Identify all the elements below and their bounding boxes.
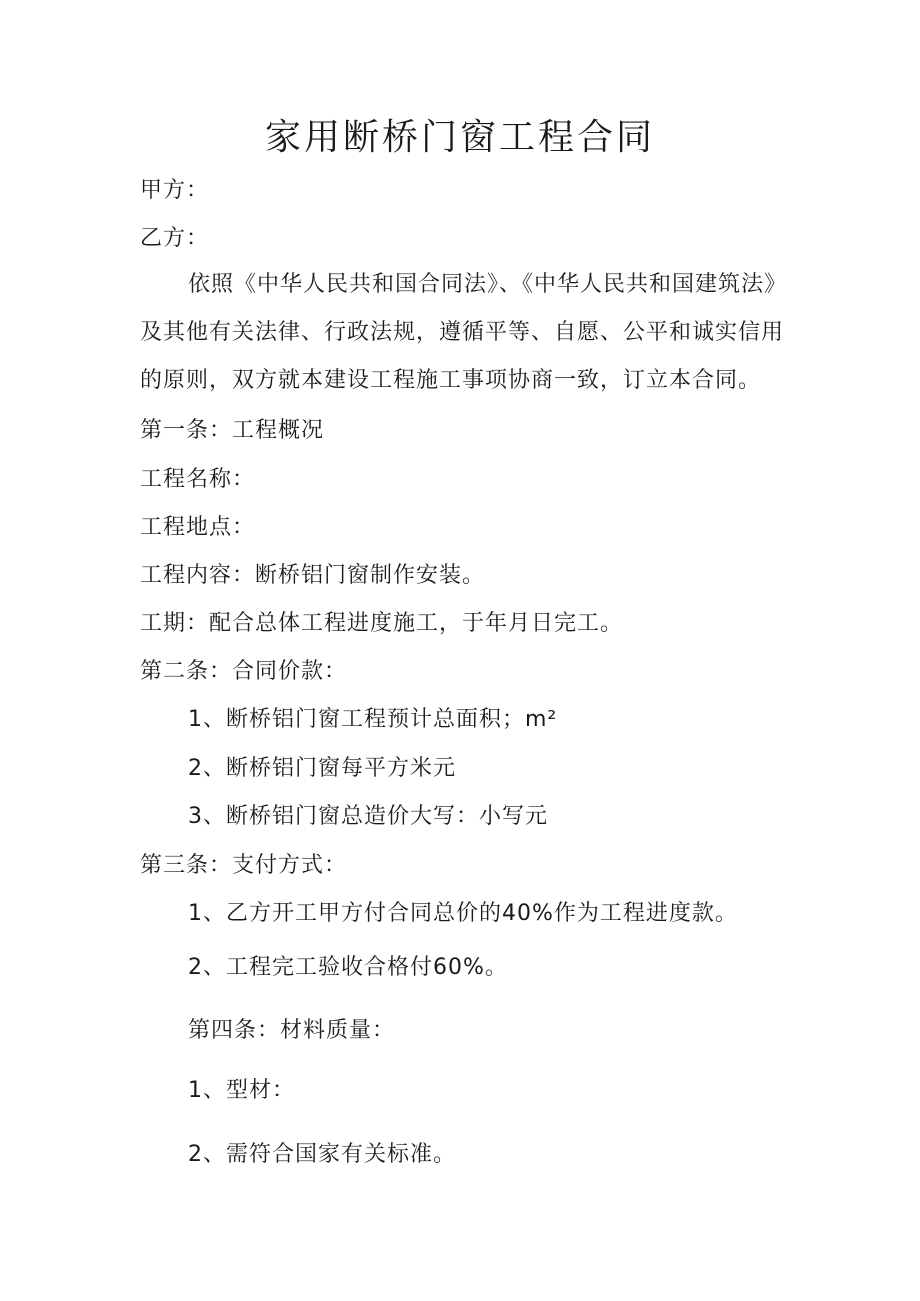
article2-item-2: 2、断桥铝门窗每平方米元 [188, 756, 456, 781]
article2-heading: 第二条：合同价款： [140, 659, 348, 684]
preamble-line-2: 及其他有关法律、行政法规，遵循平等、自愿、公平和诚实信用 [140, 320, 785, 345]
project-location-label: 工程地点： [140, 515, 256, 540]
preamble-line-1: 依照《中华人民共和国合同法》、《中华人民共和国建筑法》 [188, 272, 788, 297]
party-b-label: 乙方： [140, 226, 210, 251]
article3-item-1: 1、乙方开工甲方付合同总价的40%作为工程进度款。 [188, 901, 738, 926]
document-title: 家用断桥门窗工程合同 [264, 117, 655, 158]
article1-heading: 第一条：工程概况 [140, 418, 325, 443]
party-a-label: 甲方： [140, 178, 210, 203]
article2-item-1: 1、断桥铝门窗工程预计总面积；m² [188, 707, 558, 732]
article2-item-3: 3、断桥铝门窗总造价大写：小写元 [188, 804, 548, 829]
article3-item-2: 2、工程完工验收合格付60%。 [188, 955, 508, 980]
article4-item-1: 1、型材： [188, 1078, 295, 1103]
preamble-line-3: 的原则，双方就本建设工程施工事项协商一致，订立本合同。 [140, 368, 762, 393]
article4-heading: 第四条：材料质量： [188, 1018, 396, 1043]
project-content: 工程内容：断桥铝门窗制作安装。 [140, 563, 486, 588]
article4-item-2: 2、需符合国家有关标准。 [188, 1142, 456, 1167]
project-name-label: 工程名称： [140, 467, 256, 492]
project-period: 工期：配合总体工程进度施工，于年月日完工。 [140, 611, 624, 636]
article3-heading: 第三条：支付方式： [140, 853, 348, 878]
